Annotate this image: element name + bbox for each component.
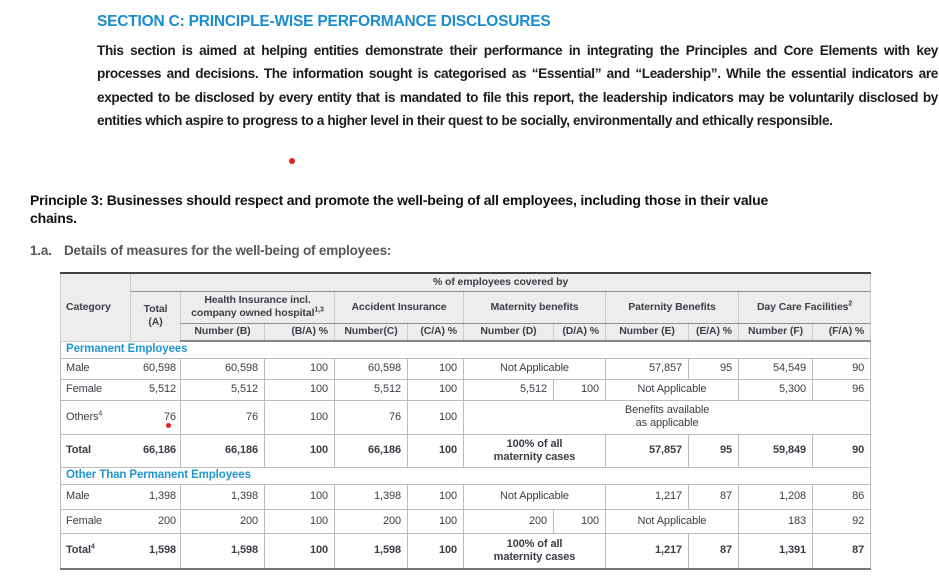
cell-value: 1,217 — [606, 484, 689, 509]
cell-total: 76 — [131, 400, 181, 434]
col-header-accident-insurance: Accident Insurance — [335, 291, 464, 323]
principle-heading — [30, 191, 920, 227]
cell-maternity-note: 100% of all maternity cases — [464, 434, 606, 467]
cell-total: 66,186 — [131, 434, 181, 467]
cell-value: 100 — [265, 509, 335, 533]
cell-value: 100 — [265, 533, 335, 569]
cell-not-applicable: Not Applicable — [606, 379, 739, 400]
section-title: SECTION C: PRINCIPLE-WISE PERFORMANCE DISCLOSURES — [97, 13, 551, 30]
cell-value: 100 — [408, 434, 464, 467]
cell-value: 100 — [265, 484, 335, 509]
cell-value: 5,512 — [335, 379, 408, 400]
cell-value: 76 — [335, 400, 408, 434]
col-header-maternity-benefits: Maternity benefits — [464, 291, 606, 323]
cell-total: 5,512 — [131, 379, 181, 400]
cell-value: 100 — [265, 379, 335, 400]
cell-value: 100 — [554, 509, 606, 533]
cell-value: 60,598 — [335, 358, 408, 379]
cell-value: 100 — [265, 400, 335, 434]
cell-value: 1,398 — [181, 484, 265, 509]
principle-heading-line1: Principle 3: Businesses should respect and promote the well-being of all employees, including those in their value — [30, 192, 769, 208]
section-row-other-than-permanent — [61, 467, 871, 484]
table-row — [61, 484, 871, 509]
banner-cell: % of employees covered by — [131, 273, 871, 291]
subheader-number-e: Number (E) — [606, 323, 689, 341]
table-row — [61, 358, 871, 379]
cell-not-applicable: Not Applicable — [606, 509, 739, 533]
question-text: Details of measures for the well-being of employees: — [64, 243, 392, 258]
section-label: Permanent Employees — [61, 341, 871, 358]
cell-value: 100 — [408, 484, 464, 509]
cell-category: Male — [61, 358, 131, 379]
table-group-header-row — [61, 291, 871, 323]
subheader-pct-b: (B/A) % — [265, 323, 335, 341]
cell-value: 5,512 — [464, 379, 554, 400]
employee-wellbeing-table — [60, 272, 871, 570]
col-header-category: Category — [61, 273, 131, 341]
cell-value: 1,598 — [181, 533, 265, 569]
cell-maternity-note: 100% of all maternity cases — [464, 533, 606, 569]
cell-value: 200 — [181, 509, 265, 533]
table-row — [61, 379, 871, 400]
cell-value: 100 — [265, 434, 335, 467]
cell-value: 95 — [689, 434, 739, 467]
section-row-permanent — [61, 341, 871, 358]
cell-not-applicable: Not Applicable — [464, 484, 606, 509]
cell-value: 87 — [689, 484, 739, 509]
annotation-dot — [289, 158, 295, 164]
cell-value: 200 — [464, 509, 554, 533]
cell-value: 1,398 — [335, 484, 408, 509]
cell-value: 100 — [408, 509, 464, 533]
principle-heading-line2: chains. — [30, 210, 77, 226]
cell-value: 96 — [813, 379, 871, 400]
cell-value: 66,186 — [181, 434, 265, 467]
cell-category: Male — [61, 484, 131, 509]
table-banner-row — [61, 273, 871, 291]
table-row — [61, 509, 871, 533]
cell-category: Others$^4$ — [61, 400, 131, 434]
table-subheader-row — [61, 323, 871, 341]
section-intro-paragraph: This section is aimed at helping entities demonstrate their performance in integrating the Principles and Core Elements with key processes and decisions. The information sought is categorised as “Essential” and “Leadership”. While the essential indicators are expected to be disclosed by every entity that is mandated to file this report, the leadership indicators may be voluntarily disclosed by entities which aspire to progress to a higher level in their quest to be socially, environmentally and ethically responsible. — [97, 43, 938, 128]
cell-value: 1,217 — [606, 533, 689, 569]
cell-value: 100 — [408, 400, 464, 434]
cell-category: Female — [61, 379, 131, 400]
cell-value: 90 — [813, 434, 871, 467]
cell-value: 87 — [813, 533, 871, 569]
question-number: 1.a. — [30, 243, 52, 258]
table-row-total — [61, 533, 871, 569]
cell-value: 92 — [813, 509, 871, 533]
col-header-health-insurance: Health Insurance incl. company owned hospital$^{1,3}$ — [181, 291, 335, 323]
cell-value: 54,549 — [739, 358, 813, 379]
subheader-number-d: Number (D) — [464, 323, 554, 341]
cell-total: 60,598 — [131, 358, 181, 379]
table-row-total — [61, 434, 871, 467]
cell-value: 100 — [265, 358, 335, 379]
subheader-pct-c: (C/A) % — [408, 323, 464, 341]
subheader-pct-e: (E/A) % — [689, 323, 739, 341]
cell-category: Total — [61, 434, 131, 467]
subheader-number-f: Number (F) — [739, 323, 813, 341]
cell-value: 87 — [689, 533, 739, 569]
subheader-pct-f: (F/A) % — [813, 323, 871, 341]
cell-value: 5,300 — [739, 379, 813, 400]
col-header-paternity-benefits: Paternity Benefits — [606, 291, 739, 323]
cell-benefits-note: Benefits available as applicable — [464, 400, 871, 434]
cell-value: 1,208 — [739, 484, 813, 509]
table-row — [61, 400, 871, 434]
cell-value: 5,512 — [181, 379, 265, 400]
cell-value: 60,598 — [181, 358, 265, 379]
cell-total: 1,398 — [131, 484, 181, 509]
cell-total: 1,598 — [131, 533, 181, 569]
col-header-day-care: Day Care Facilities$^2$ — [739, 291, 871, 323]
cell-value: 200 — [335, 509, 408, 533]
subheader-number-c: Number(C) — [335, 323, 408, 341]
subheader-pct-d: (D/A) % — [554, 323, 606, 341]
cell-value: 100 — [408, 533, 464, 569]
cell-category: Total$^4$ — [61, 533, 131, 569]
cell-value: 1,598 — [335, 533, 408, 569]
section-label: Other Than Permanent Employees — [61, 467, 871, 484]
cell-value: 100 — [408, 379, 464, 400]
cell-value: 66,186 — [335, 434, 408, 467]
question-heading — [30, 243, 920, 258]
cell-value: 1,391 — [739, 533, 813, 569]
cell-value: 76 — [181, 400, 265, 434]
cell-total: 200 — [131, 509, 181, 533]
cell-value: 57,857 — [606, 358, 689, 379]
employee-wellbeing-table-wrapper — [60, 272, 871, 570]
cell-not-applicable: Not Applicable — [464, 358, 606, 379]
cell-value: 59,849 — [739, 434, 813, 467]
cell-value: 90 — [813, 358, 871, 379]
col-header-total: Total (A) — [131, 291, 181, 341]
cell-value: 100 — [554, 379, 606, 400]
cell-value: 95 — [689, 358, 739, 379]
annotation-dot — [166, 423, 171, 428]
cell-value: 100 — [408, 358, 464, 379]
cell-category: Female — [61, 509, 131, 533]
cell-value: 183 — [739, 509, 813, 533]
subheader-number-b: Number (B) — [181, 323, 265, 341]
cell-value: 86 — [813, 484, 871, 509]
cell-value: 57,857 — [606, 434, 689, 467]
